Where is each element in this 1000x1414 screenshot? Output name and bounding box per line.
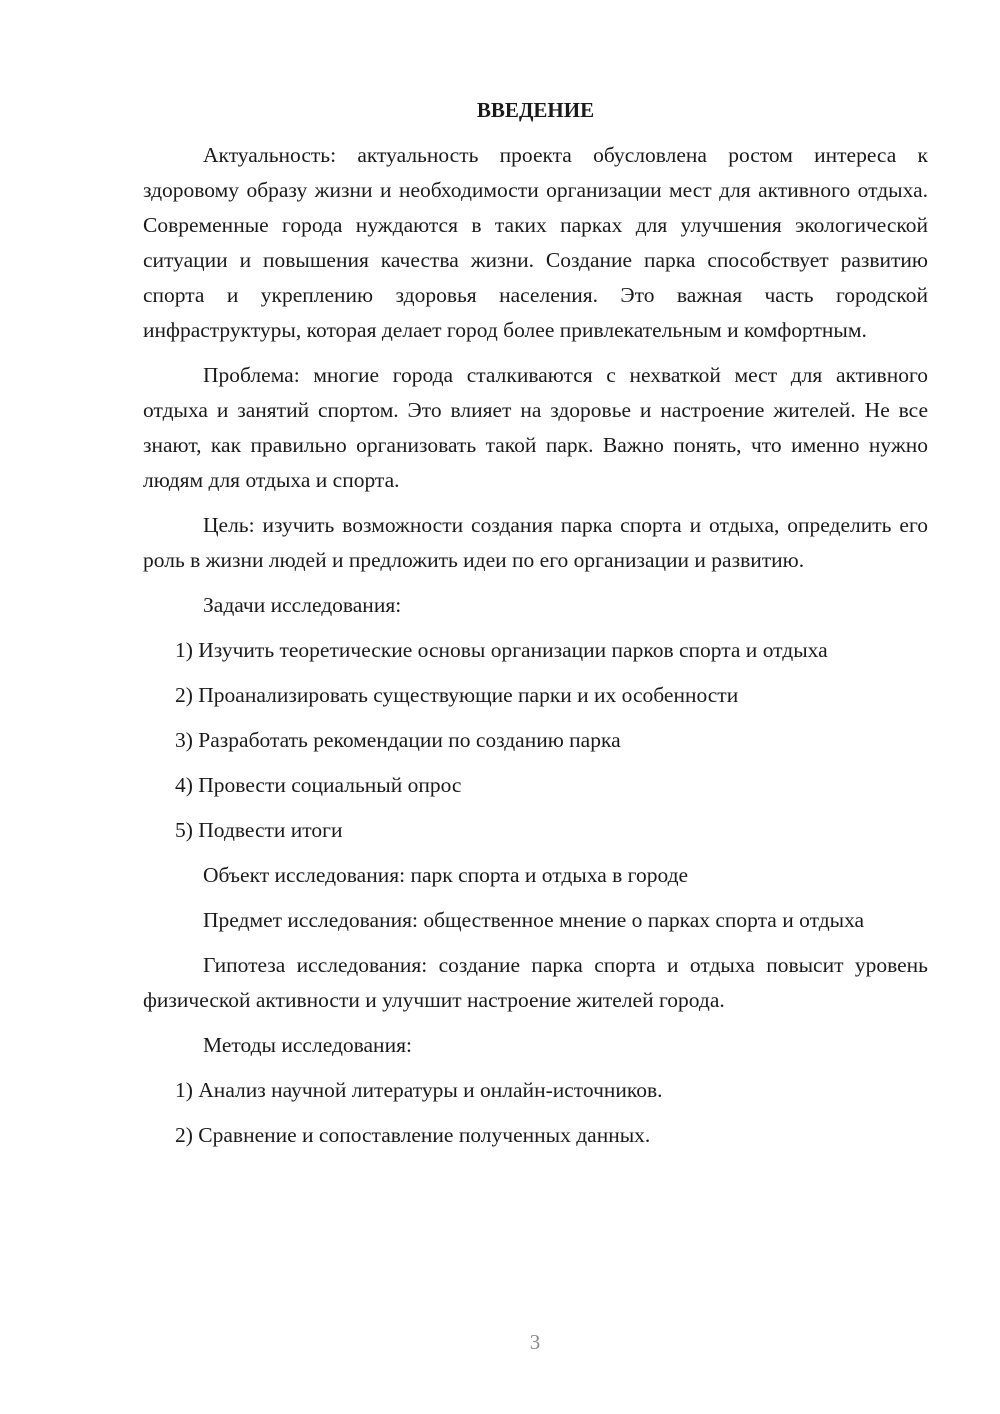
tasks-heading: Задачи исследования: bbox=[203, 593, 402, 617]
methods-heading: Методы исследования: bbox=[203, 1033, 412, 1057]
task-item-1: 1) Изучить теоретические основы организации парков спорта и отдыха bbox=[175, 638, 828, 662]
paragraph-problem: Проблема: многие города сталкиваются с нехваткой мест для активного отдыха и занятий спортом. Это влияет на здоровье и настроение жителей. Не все знают, как правильно организовать такой парк. Важно понять, что именно нужно людям для отдыха и спорта. bbox=[143, 363, 928, 492]
paragraph-goal: Цель: изучить возможности создания парка спорта и отдыха, определить его роль в жизни людей и предложить идеи по его организации и развитию. bbox=[143, 513, 928, 572]
document-page bbox=[143, 93, 928, 1163]
paragraph-object: Объект исследования: парк спорта и отдыха в городе bbox=[203, 863, 689, 887]
paragraph-relevance: Актуальность: актуальность проекта обусловлена ростом интереса к здоровому образу жизни и необходимости организации мест для активного отдыха. Современные города нуждаются в таких парках для улучшения экологической ситуации и повышения качества жизни. Создание парка способствует развитию спорта и укреплению здоровья населения. Это важная часть городской инфраструктуры, которая делает город более привлекательным и комфортным. bbox=[143, 143, 928, 342]
method-item-2: 2) Сравнение и сопоставление полученных данных. bbox=[175, 1123, 651, 1147]
paragraph-subject: Предмет исследования: общественное мнение о парках спорта и отдыха bbox=[203, 908, 865, 932]
task-item-4: 4) Провести социальный опрос bbox=[175, 773, 462, 797]
paragraph-hypothesis: Гипотеза исследования: создание парка спорта и отдыха повысит уровень физической активности и улучшит настроение жителей города. bbox=[143, 953, 928, 1012]
method-item-1: 1) Анализ научной литературы и онлайн-источников. bbox=[175, 1078, 663, 1102]
task-item-5: 5) Подвести итоги bbox=[175, 818, 343, 842]
page-number: 3 bbox=[529, 1330, 541, 1354]
task-item-2: 2) Проанализировать существующие парки и их особенности bbox=[175, 683, 739, 707]
task-item-3: 3) Разработать рекомендации по созданию парка bbox=[175, 728, 621, 752]
page-title: ВВЕДЕНИЕ bbox=[476, 98, 595, 122]
